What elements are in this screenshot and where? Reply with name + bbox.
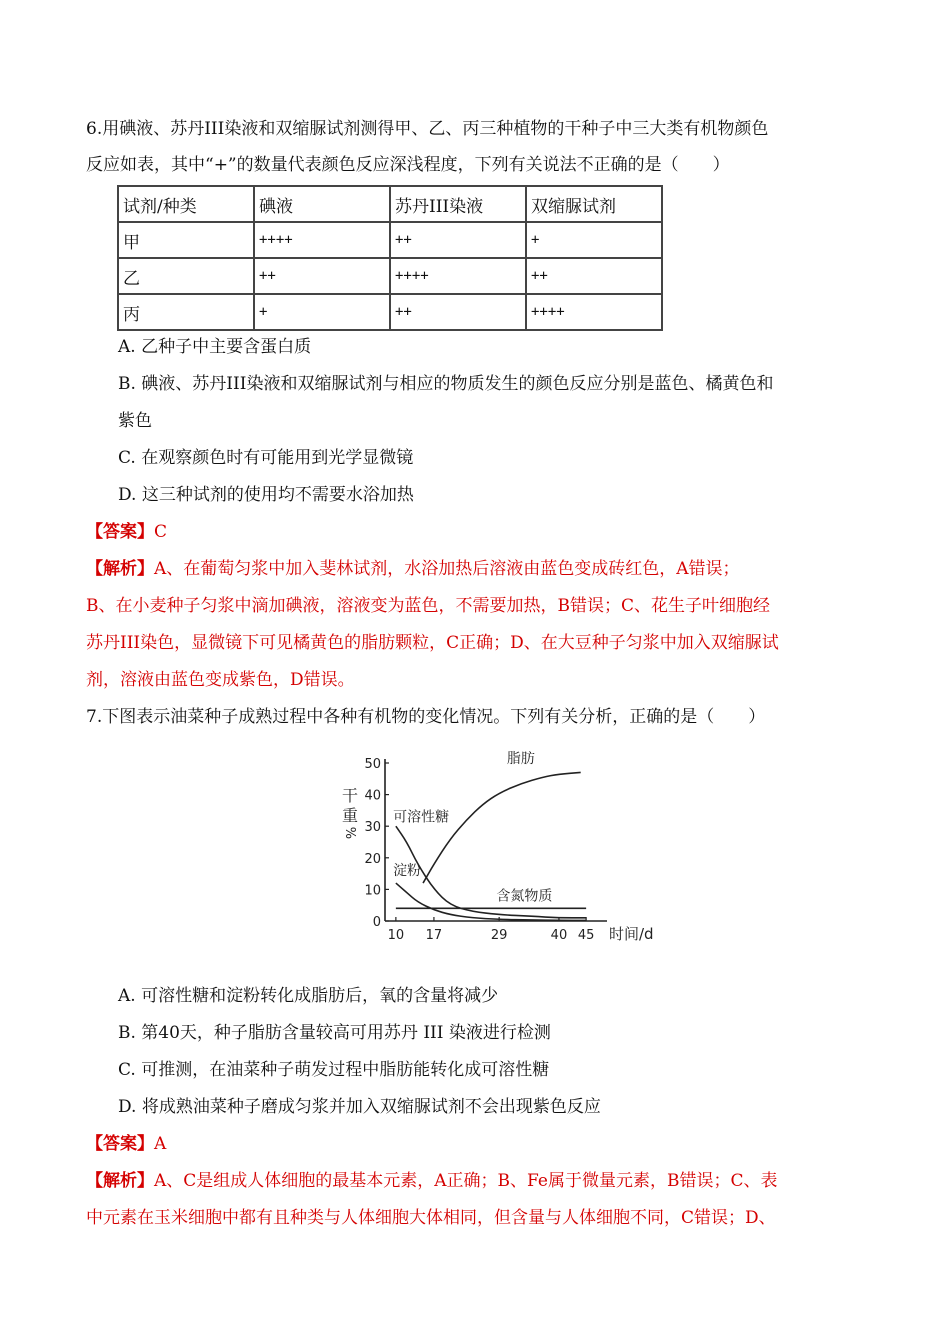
table-header-cell: 碘液 <box>254 186 390 222</box>
answer-value: A <box>154 1134 167 1154</box>
y-axis-label: 重 <box>341 805 359 825</box>
series-label: 淀粉 <box>393 863 422 880</box>
analysis-label: 【解析】 <box>86 559 154 579</box>
analysis-label: 【解析】 <box>86 1171 154 1191</box>
answer-label: 【答案】 <box>86 522 154 542</box>
table-cell: ++++ <box>390 258 526 294</box>
x-tick-label: 10 <box>387 928 405 943</box>
table-row <box>118 294 662 330</box>
table-cell: ++ <box>526 258 662 294</box>
q7-option-b: B. 第40天，种子脂肪含量较高可用苏丹 III 染液进行检测 <box>118 1023 551 1043</box>
table-row <box>118 258 662 294</box>
chart-labels <box>393 750 552 904</box>
analysis-text: A、C是组成人体细胞的最基本元素，A正确；B、Fe属于微量元素，B错误；C、表 <box>154 1171 778 1191</box>
table-header-cell: 试剂/种类 <box>118 186 254 222</box>
x-tick-label: 45 <box>577 928 595 943</box>
series-line-可溶性糖 <box>396 826 586 918</box>
q7-option-c: C. 可推测，在油菜种子萌发过程中脂肪能转化成可溶性糖 <box>118 1060 550 1080</box>
reagent-table <box>117 185 663 331</box>
y-tick-label: 0 <box>372 915 381 930</box>
series-label: 脂肪 <box>506 751 535 767</box>
table-cell: ++++ <box>254 222 390 258</box>
organic-matter-chart <box>330 745 654 950</box>
table-cell: ++ <box>390 294 526 330</box>
table-cell: + <box>526 222 662 258</box>
q6-option-c: C. 在观察颜色时有可能用到光学显微镜 <box>118 448 414 468</box>
q7-option-d: D. 将成熟油菜种子磨成匀浆并加入双缩脲试剂不会出现紫色反应 <box>118 1097 601 1117</box>
y-axis-unit: % <box>342 826 357 840</box>
q7-analysis-line2: 中元素在玉米细胞中都有且种类与人体细胞大体相同，但含量与人体细胞不同，C错误；D、 <box>86 1208 776 1228</box>
table-cell: 丙 <box>118 294 254 330</box>
y-tick-label: 20 <box>364 851 381 867</box>
table-cell: 甲 <box>118 222 254 258</box>
table-cell: + <box>254 294 390 330</box>
table-header-cell: 双缩脲试剂 <box>526 186 662 222</box>
y-axis-label: 干 <box>341 785 359 805</box>
x-axis-label: 时间/d <box>609 925 654 943</box>
y-tick-label: 10 <box>364 883 381 899</box>
q6-stem-line1: 6.用碘液、苏丹III染液和双缩脲试剂测得甲、乙、丙三种植物的干种子中三大类有机物颜色 <box>86 119 769 139</box>
q6-answer <box>86 520 167 544</box>
y-tick-label: 30 <box>364 820 381 836</box>
q7-option-a: A. 可溶性糖和淀粉转化成脂肪后，氧的含量将减少 <box>118 986 499 1006</box>
table-cell: ++++ <box>526 294 662 330</box>
answer-value: C <box>154 522 168 542</box>
q6-option-b-line1: B. 碘液、苏丹III染液和双缩脲试剂与相应的物质发生的颜色反应分别是蓝色、橘黄色和 <box>118 374 774 394</box>
y-tick-label: 40 <box>364 788 381 804</box>
table-cell: ++ <box>254 258 390 294</box>
answer-label: 【答案】 <box>86 1134 154 1154</box>
y-tick-label: 50 <box>364 757 381 772</box>
x-tick-label: 29 <box>490 928 508 943</box>
table-cell: 乙 <box>118 258 254 294</box>
q6-option-a: A. 乙种子中主要含蛋白质 <box>118 337 312 357</box>
series-label: 可溶性糖 <box>393 809 450 826</box>
series-line-淀粉 <box>396 883 586 920</box>
table-header-cell: 苏丹III染液 <box>390 186 526 222</box>
q6-option-d: D. 这三种试剂的使用均不需要水浴加热 <box>118 485 414 505</box>
q6-analysis-line3: 苏丹III染色，显微镜下可见橘黄色的脂肪颗粒，C正确；D、在大豆种子匀浆中加入双缩脲试 <box>86 633 779 653</box>
table-cell: ++ <box>390 222 526 258</box>
q6-stem-line2: 反应如表，其中“+”的数量代表颜色反应深浅程度，下列有关说法不正确的是（ ） <box>86 155 730 175</box>
q6-analysis-line2: B、在小麦种子匀浆中滴加碘液，溶液变为蓝色，不需要加热，B错误；C、花生子叶细胞经 <box>86 596 770 616</box>
x-tick-label: 40 <box>550 928 568 943</box>
series-line-脂肪 <box>423 772 581 883</box>
q6-option-b-line2: 紫色 <box>118 411 152 431</box>
q7-stem: 7.下图表示油菜种子成熟过程中各种有机物的变化情况。下列有关分析，正确的是（ ） <box>86 707 766 727</box>
x-tick-label: 17 <box>425 928 443 943</box>
chart-series <box>396 772 586 920</box>
analysis-text: A、在葡萄匀浆中加入斐林试剂，水浴加热后溶液由蓝色变成砖红色，A错误； <box>154 559 740 579</box>
series-label: 含氮物质 <box>496 888 553 905</box>
q7-analysis-line1 <box>86 1169 777 1193</box>
q7-answer <box>86 1132 166 1156</box>
table-row <box>118 222 662 258</box>
q6-analysis-line1 <box>86 557 740 581</box>
q6-analysis-line4: 剂，溶液由蓝色变成紫色，D错误。 <box>86 670 355 690</box>
table-header-row <box>118 186 662 222</box>
